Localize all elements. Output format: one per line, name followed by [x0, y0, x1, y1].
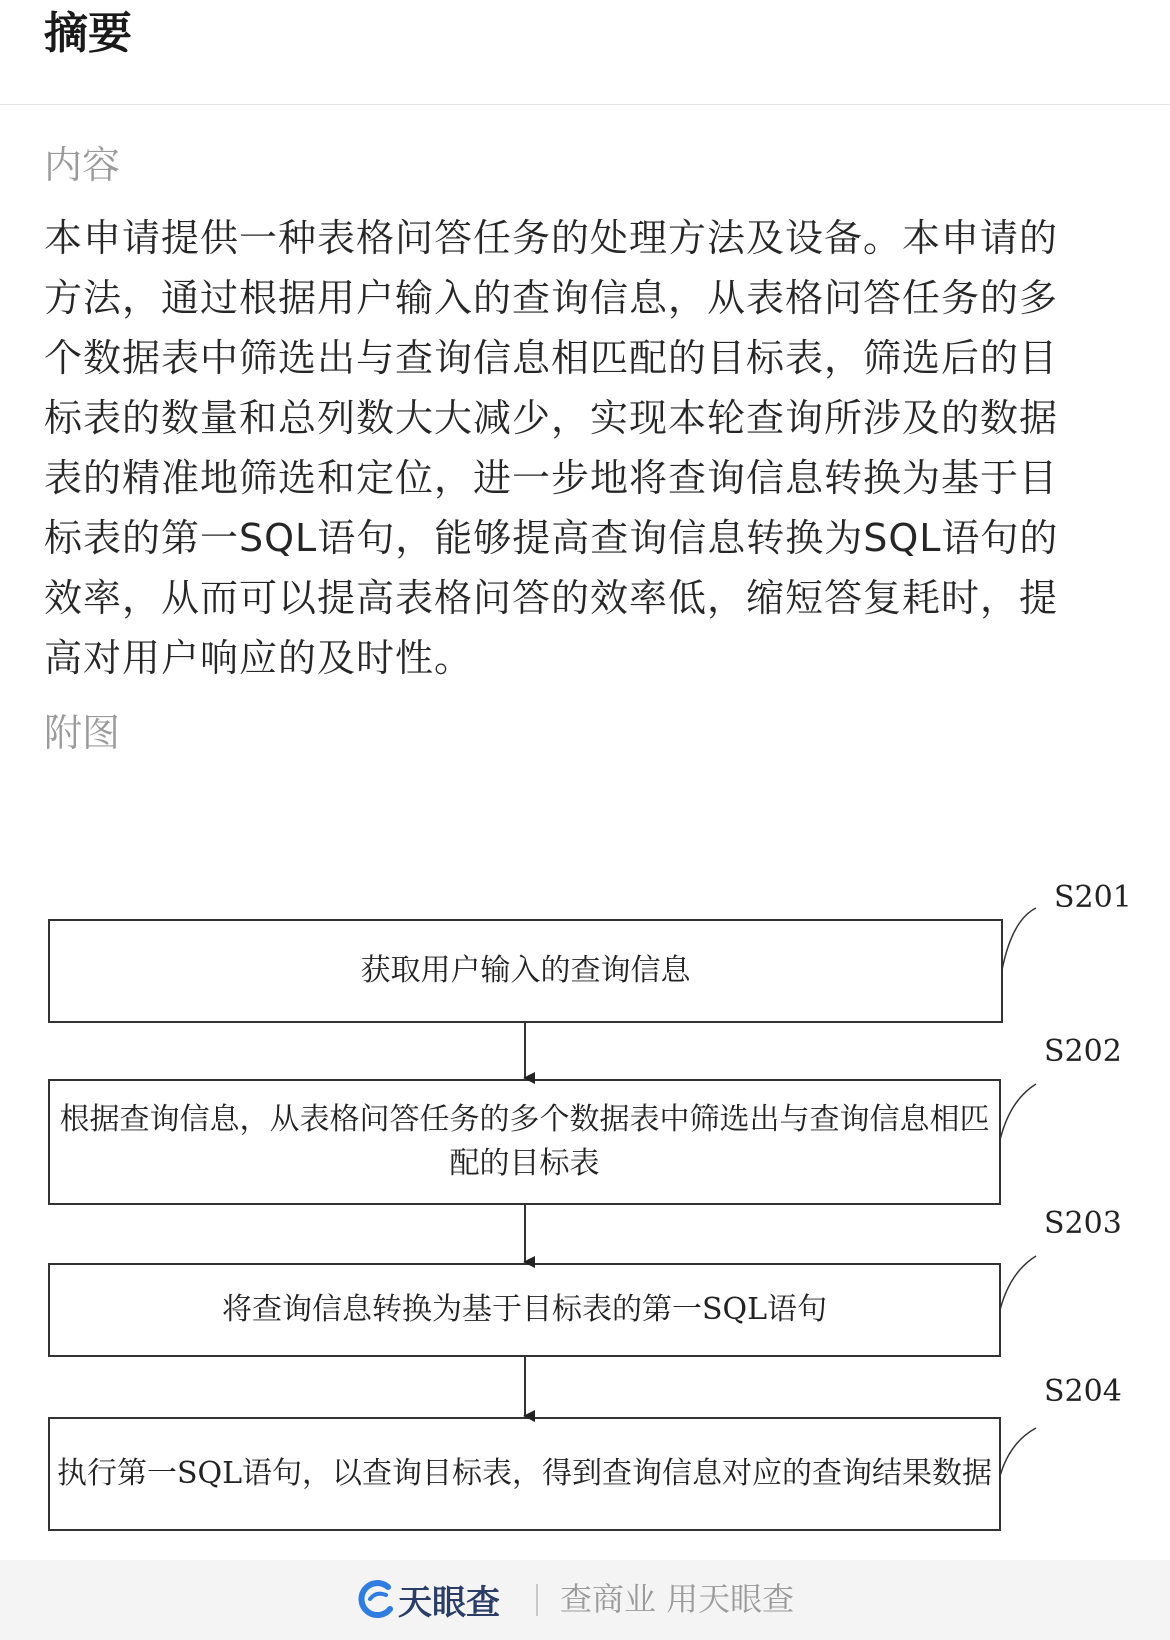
page-title: 摘要 — [44, 8, 132, 59]
flowchart — [0, 880, 1170, 1550]
step-label-s204: S204 — [1044, 1374, 1122, 1409]
leader-s202 — [1000, 1084, 1036, 1140]
leader-s201 — [1002, 908, 1036, 970]
brand-name: 天眼查 — [398, 1582, 500, 1623]
page-header — [0, 0, 1170, 105]
footer-divider — [536, 1584, 538, 1616]
step-text-s204: 执行第一SQL语句，以查询目标表，得到查询信息对应的查询结果数据 — [56, 1456, 993, 1491]
step-text-s202: 根据查询信息，从表格问答任务的多个数据表中筛选出与查询信息相匹配的目标表 — [59, 1102, 990, 1181]
content-section-label: 内容 — [44, 143, 121, 187]
step-label-s202: S202 — [1044, 1034, 1122, 1069]
figure-section-label: 附图 — [44, 711, 121, 755]
step-label-s201: S201 — [1054, 880, 1132, 915]
step-label-s203: S203 — [1044, 1206, 1122, 1241]
brand-logo[interactable] — [356, 1574, 500, 1624]
abstract-text: 本申请提供一种表格问答任务的处理方法及设备。本申请的方法，通过根据用户输入的查询信息，从表格问答任务的多个数据表中筛选出与查询信息相匹配的目标表，筛选后的目标表的数量和总列数大大减少，实现本轮查询所涉及的数据表的精准地筛选和定位，进一步地将查询信息转换为基于目标表的第一SQL语句，能够提高查询信息转换为SQL语句的效率，从而可以提高表格问答的效率低，缩短答复耗时，提高对用户响应的及时性。 — [44, 216, 1059, 680]
tianyancha-logo-icon — [356, 1579, 396, 1619]
step-text-s203: 将查询信息转换为基于目标表的第一SQL语句 — [221, 1292, 828, 1327]
step-text-s201: 获取用户输入的查询信息 — [360, 953, 691, 988]
footer-banner[interactable] — [0, 1560, 1170, 1640]
leader-s203 — [1000, 1256, 1036, 1310]
footer-slogan: 查商业 用天眼查 — [560, 1580, 795, 1618]
leader-s204 — [1000, 1428, 1036, 1476]
